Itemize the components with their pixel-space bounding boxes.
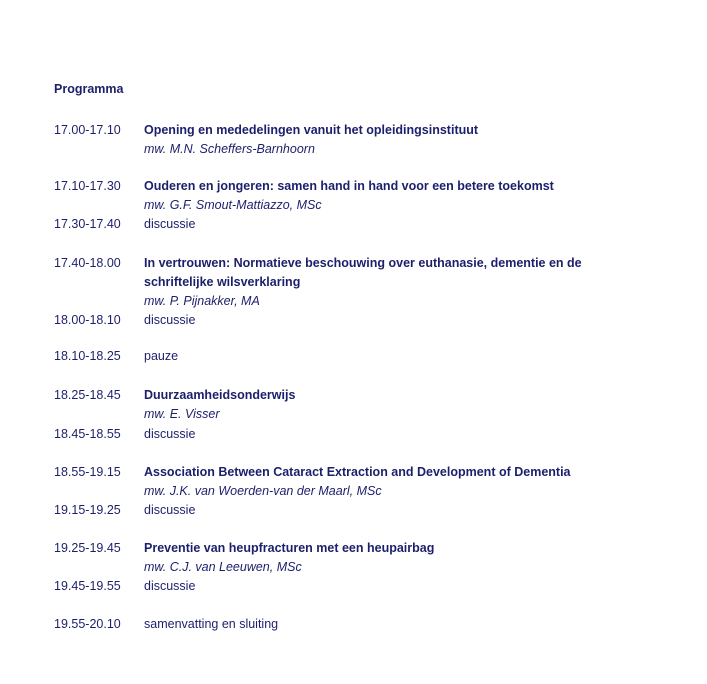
- session-title: Ouderen en jongeren: samen hand in hand voor een betere toekomst: [144, 179, 554, 193]
- session-title: Preventie van heupfracturen met een heupairbag: [144, 541, 435, 555]
- speaker-name: mw. E. Visser: [144, 407, 220, 421]
- time-slot: 19.25-19.45: [54, 541, 121, 555]
- session-title: Duurzaamheidsonderwijs: [144, 388, 296, 402]
- time-slot: 18.10-18.25: [54, 349, 121, 363]
- time-slot: 18.00-18.10: [54, 313, 121, 327]
- session-text: samenvatting en sluiting: [144, 617, 279, 631]
- time-slot: 17.40-18.00: [54, 256, 121, 270]
- session-title-continuation: schriftelijke wilsverklaring: [144, 275, 301, 289]
- time-slot: 18.25-18.45: [54, 388, 121, 402]
- time-slot: 19.55-20.10: [54, 617, 121, 631]
- program-heading: Programma: [54, 82, 124, 96]
- session-text: pauze: [144, 349, 179, 363]
- speaker-name: mw. P. Pijnakker, MA: [144, 294, 260, 308]
- time-slot: 19.15-19.25: [54, 503, 121, 517]
- time-slot: 18.55-19.15: [54, 465, 121, 479]
- session-title: Association Between Cataract Extraction and Development of Dementia: [144, 465, 571, 479]
- session-title: Opening en mededelingen vanuit het opleidingsinstituut: [144, 123, 479, 137]
- session-text: discussie: [144, 503, 196, 517]
- session-text: discussie: [144, 427, 196, 441]
- speaker-name: mw. C.J. van Leeuwen, MSc: [144, 560, 302, 574]
- time-slot: 18.45-18.55: [54, 427, 121, 441]
- session-text: discussie: [144, 313, 196, 327]
- time-slot: 17.10-17.30: [54, 179, 121, 193]
- time-slot: 17.00-17.10: [54, 123, 121, 137]
- time-slot: 17.30-17.40: [54, 217, 121, 231]
- speaker-name: mw. J.K. van Woerden-van der Maarl, MSc: [144, 484, 382, 498]
- session-title: In vertrouwen: Normatieve beschouwing over euthanasie, dementie en de: [144, 256, 582, 270]
- time-slot: 19.45-19.55: [54, 579, 121, 593]
- speaker-name: mw. G.F. Smout-Mattiazzo, MSc: [144, 198, 322, 212]
- speaker-name: mw. M.N. Scheffers-Barnhoorn: [144, 142, 315, 156]
- session-text: discussie: [144, 217, 196, 231]
- session-text: discussie: [144, 579, 196, 593]
